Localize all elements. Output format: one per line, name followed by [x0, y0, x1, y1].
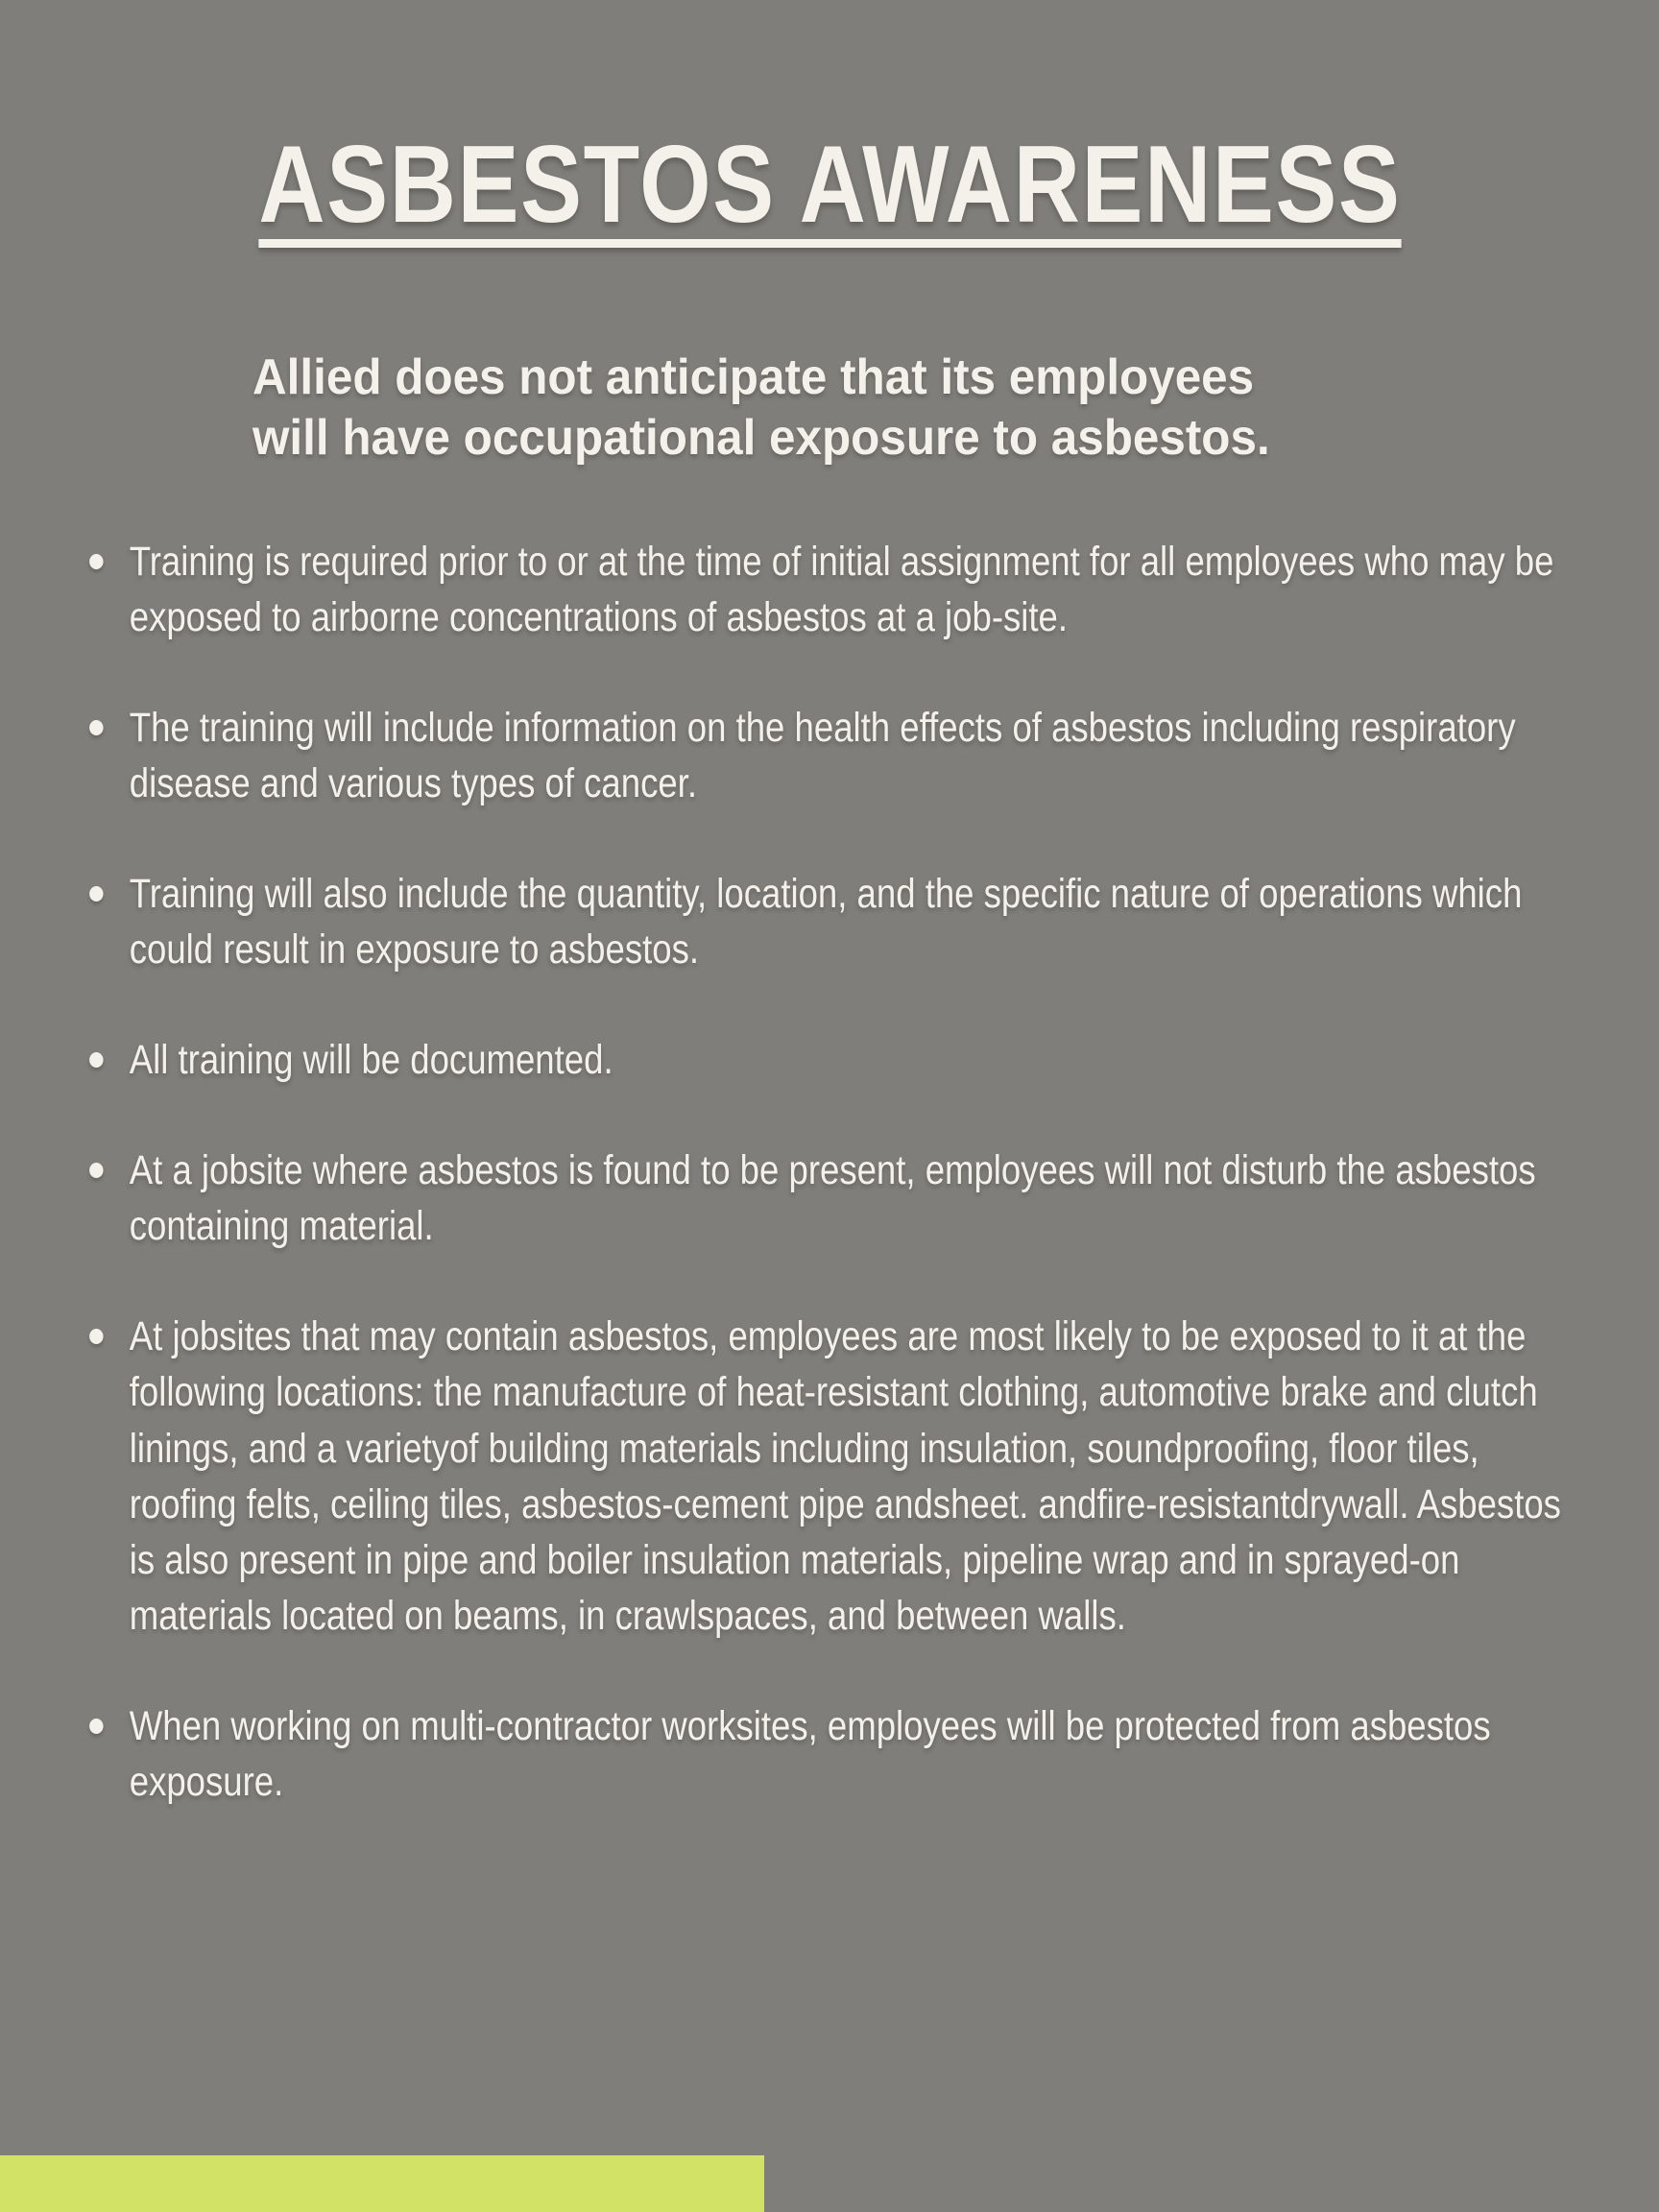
title-wrap	[0, 124, 1659, 246]
bullet-item-training-quantity-location: Training will also include the quantity, location, and the specific nature of operations which could result in exposure to asbestos.	[84, 866, 1578, 977]
subtitle	[252, 348, 1270, 469]
bullet-item-training-documented: All training will be documented.	[84, 1032, 1578, 1088]
bullet-item-training-required: Training is required prior to or at the time of initial assignment for all employees who may be exposed to airborne concentrations of asbestos at a job-site.	[84, 534, 1578, 645]
bullet-list	[84, 534, 1578, 1864]
bullet-item-training-health-effects: The training will include information on the health effects of asbestos including respiratory disease and various types of cancer.	[84, 700, 1578, 811]
accent-bar	[0, 2155, 764, 2212]
bullet-item-multi-contractor: When working on multi-contractor worksites, employees will be protected from asbestos exposure.	[84, 1698, 1578, 1810]
bullet-item-exposure-locations: At jobsites that may contain asbestos, employees are most likely to be exposed to it at the following locations: the manufacture of heat-resistant clothing, automotive brake and clutch linings, and a varietyof building materials including insulation, soundproofing, floor tiles, roofing felts, ceiling tiles, asbestos-cement pipe andsheet. andfire-resistantdrywall. Asbestos is also present in pipe and boiler insulation materials, pipeline wrap and in sprayed-on materials located on beams, in crawlspaces, and between walls.	[84, 1309, 1578, 1643]
bullet-item-do-not-disturb: At a jobsite where asbestos is found to be present, employees will not disturb the asbestos containing material.	[84, 1142, 1578, 1254]
subtitle-line-2: will have occupational exposure to asbestos.	[252, 410, 1270, 467]
subtitle-line-1: Allied does not anticipate that its employees	[252, 349, 1255, 405]
page-title: ASBESTOS AWARENESS	[257, 124, 1402, 246]
